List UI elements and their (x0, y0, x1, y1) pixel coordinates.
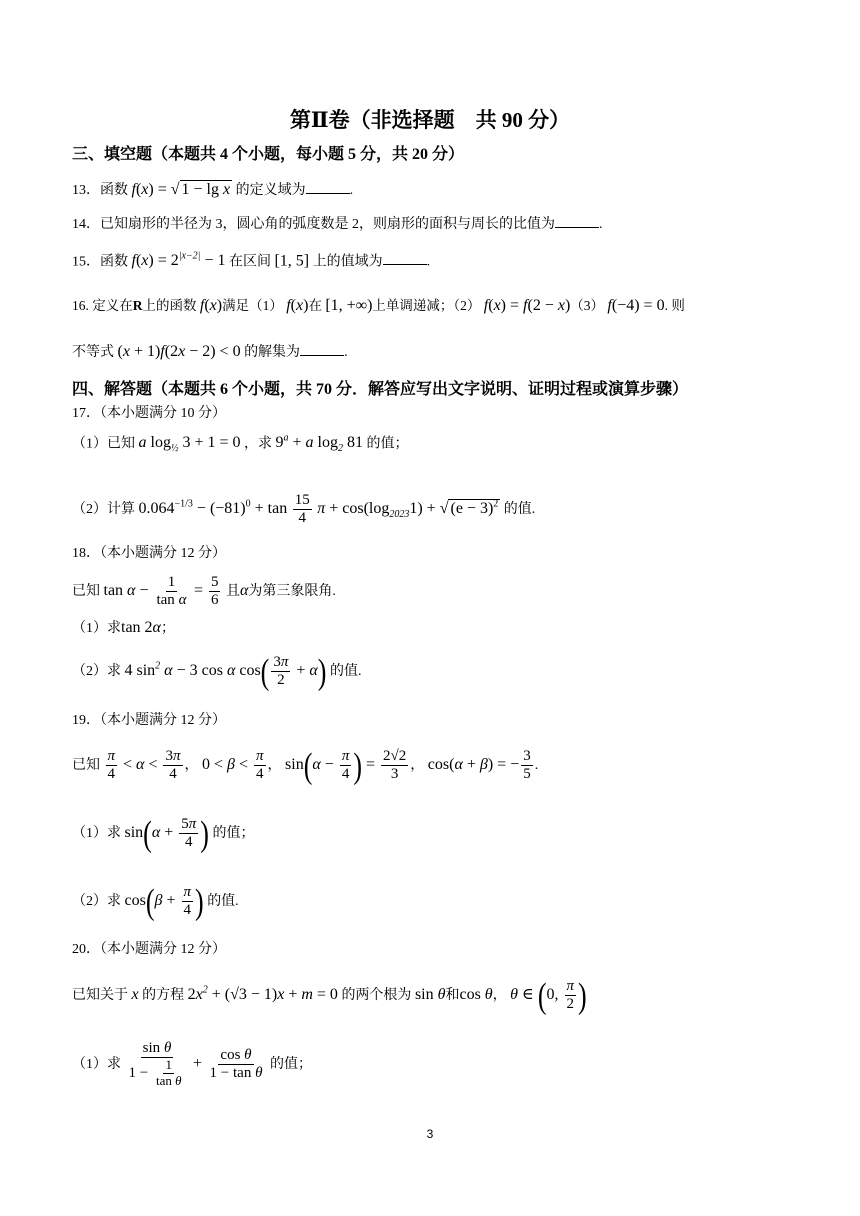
answer-blank (300, 355, 344, 356)
math-interval: [1, 5] (274, 252, 310, 270)
question-17-part-1: （1）已知 a $\log_{\frac{1}{2}} 3 + 1 = 0$ ，求 $9^a + a$ $\log_2 81$ 的值； (72, 433, 409, 455)
question-19-condition: 已知 $\frac{\pi}{4}$ < α < $\frac{3\pi}{4}$ ， 0 < β < $\frac{\pi}{4}$ ， sin(α − $\frac{\pi}{4}$ ) = $\frac{2√2}{3}$ ， cos(α + β) = − $\frac{3}{5}$ . (72, 745, 539, 786)
question-14: 14．已知扇形的半径为 3，圆心角的弧度数是 2，则扇形的面积与周长的比值为 . (72, 217, 603, 232)
question-18-condition: 已知 tan α − $\frac{1}{\text{tan α}}$ = $\frac{5}{6}$ 且α为第三象限角. (72, 574, 336, 609)
answer-blank (555, 227, 599, 228)
question-13: 13．函数 f(x) = √ 1 − lg x 的定义域为 . (72, 181, 354, 198)
question-20-condition: 已知关于 x 的方程 $2x^2 + (√3 - 1)x + m = 0$ 的两个根为 sin θ和cos θ， θ ∈ (0, $\frac{\pi}{2}$ ) (72, 975, 587, 1016)
question-16: 16. 定义在R上的函数 f(x)满足（1） f(x)在 [1, +∞)上单调递减；（2） f(x) = f(2 − x)（3） f(−4) = 0. 则 (72, 297, 685, 314)
page-number: 3 (426, 1127, 434, 1141)
question-15: 15．函数 $f(x) = 2^{|x-2|} - 1$ 在区间 [1, 5] 上的值域为 . (72, 251, 431, 270)
section-fill-blank-heading: 三、填空题（本题共 4 个小题，每小题 5 分，共 20 分） (72, 146, 465, 163)
question-20-part-1: （1）求 sin θ 1 − $\frac{1}{\text{tan θ}}$ + $\frac{\text{cos θ}}{\text{1 − tan θ}}$ 的值； (72, 1040, 312, 1089)
question-20-heading: 20．（本小题满分 12 分） (72, 942, 226, 957)
answer-blank (383, 264, 427, 265)
math-formula: f(x) = √ 1 − lg x (131, 181, 231, 198)
question-17-heading: 17．（本小题满分 10 分） (72, 406, 226, 421)
question-18-heading: 18．（本小题满分 12 分） (72, 546, 226, 561)
answer-blank (306, 193, 350, 194)
question-18-part-2: （2）求 4 $\sin^2 \alpha - 3$ cos α cos( $\frac{3\pi}{2}$ + α) 的值. (72, 651, 362, 692)
math-formula: $f(x) = 2^{|x-2|} - 1$ (131, 251, 226, 270)
question-19-heading: 19．（本小题满分 12 分） (72, 713, 226, 728)
question-19-part-1: （1）求 sin(α + $\frac{5\pi}{4}$ ) 的值； (72, 813, 255, 854)
question-17-part-2: （2）计算 $0.064^{-1/3} - (-81)^0 + \tan$ $\frac{15}{4}$ $\pi + \cos(\log_{2023}1)$ + √ $(e - 3)^2$ 的值. (72, 492, 536, 527)
page-title: 第Ⅱ卷（非选择题 共 90 分） (289, 108, 571, 132)
question-18-part-1: （1）求tan 2α； (72, 619, 175, 636)
question-16-line-2: 不等式 (x + 1)f(2x − 2) < 0 的解集为 . (72, 343, 348, 360)
question-19-part-2: （2）求 cos(β + $\frac{\pi}{4}$ ) 的值. (72, 881, 239, 922)
section-solution-heading: 四、解答题（本题共 6 个小题，共 70 分．解答应写出文字说明、证明过程或演算步骤） (72, 381, 689, 398)
